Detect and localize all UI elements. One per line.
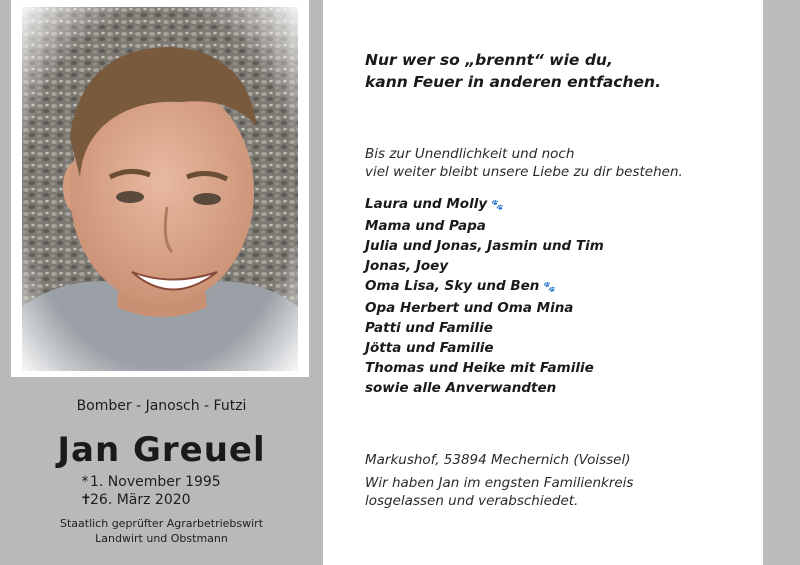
mourner-item xyxy=(365,216,755,236)
deceased-name: Jan Greuel xyxy=(57,430,266,470)
intro-line-2: viel weiter bleibt unsere Liebe zu dir bestehen. xyxy=(365,164,683,180)
quote-line-1: Nur wer so „brennt“ wie du, xyxy=(365,51,613,69)
cross-icon: ✝ xyxy=(80,492,92,508)
mourner-item xyxy=(365,194,755,216)
portrait-photo xyxy=(22,7,298,371)
intro-line-1: Bis zur Unendlichkeit und noch xyxy=(365,146,575,162)
mourner-item xyxy=(365,276,755,298)
mourner-name: Laura und Molly xyxy=(365,196,488,212)
mourner-item xyxy=(365,298,755,318)
mourner-name: Mama und Papa xyxy=(365,218,486,234)
death-date: 26. März 2020 xyxy=(90,492,191,508)
nicknames: Bomber - Janosch - Futzi xyxy=(76,398,247,414)
profession-line-2: Landwirt und Obstmann xyxy=(95,532,228,545)
life-dates xyxy=(80,473,280,509)
mourner-name: Julia und Jonas, Jasmin und Tim xyxy=(365,238,604,254)
mourner-item xyxy=(365,236,755,256)
closing-line-1: Wir haben Jan im engsten Familienkreis xyxy=(365,475,634,491)
left-panel xyxy=(0,0,323,565)
death-date-line xyxy=(80,491,280,509)
quote-line-2: kann Feuer in anderen entfachen. xyxy=(365,73,661,91)
mourner-name: Thomas und Heike mit Familie xyxy=(365,360,594,376)
mourner-name: Jonas, Joey xyxy=(365,258,449,274)
right-margin-strip xyxy=(763,0,800,565)
birth-date-line xyxy=(80,473,280,491)
mourner-name: sowie alle Anverwandten xyxy=(365,380,557,396)
mourner-item xyxy=(365,358,755,378)
mourner-item xyxy=(365,338,755,358)
birth-star-icon: * xyxy=(81,474,89,490)
mourner-item xyxy=(365,256,755,276)
profession-line-1: Staatlich geprüfter Agrarbetriebswirt xyxy=(59,517,264,530)
photo-frame xyxy=(11,0,309,377)
mourners-list xyxy=(365,194,755,398)
mourner-item xyxy=(365,318,755,338)
memorial-quote xyxy=(365,49,755,93)
mourner-name: Patti und Familie xyxy=(365,320,493,336)
closing-line-2: losgelassen und verabschiedet. xyxy=(365,493,579,509)
address: Markushof, 53894 Mechernich (Voissel) xyxy=(365,452,631,468)
mourner-name: Oma Lisa, Sky und Ben xyxy=(365,278,540,294)
closing-text xyxy=(365,474,760,510)
mourner-name: Jötta und Familie xyxy=(365,340,494,356)
mourner-name: Opa Herbert und Oma Mina xyxy=(365,300,574,316)
portrait-illustration xyxy=(22,7,298,371)
birth-date: 1. November 1995 xyxy=(90,474,221,490)
profession xyxy=(0,516,323,546)
right-panel xyxy=(323,0,763,565)
intro-text xyxy=(365,145,760,181)
paw-icon: 🐾 xyxy=(491,200,504,211)
paw-icon: 🐾 xyxy=(543,282,556,293)
mourner-item xyxy=(365,378,755,398)
